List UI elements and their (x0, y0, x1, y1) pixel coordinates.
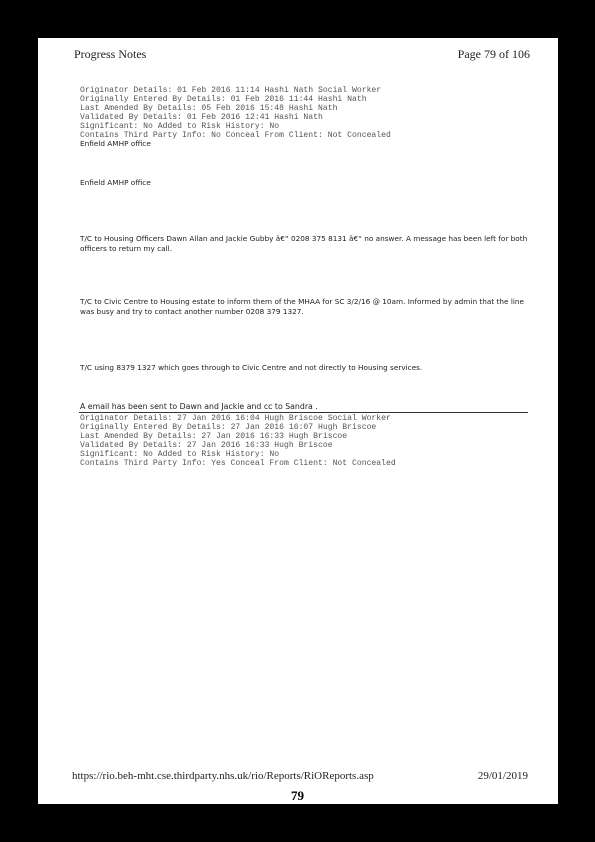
originally-entered-details-2: Originally Entered By Details: 27 Jan 2016 16:07 Hugh Briscoe (80, 423, 377, 432)
validated-details-2: Validated By Details: 27 Jan 2016 16:33 Hugh Briscoe (80, 441, 333, 450)
page-number: 79 (291, 788, 304, 803)
originator-details-2: Originator Details: 27 Jan 2016 16:04 Hugh Briscoe Social Worker (80, 414, 391, 423)
last-amended-details-2: Last Amended By Details: 27 Jan 2016 16:33 Hugh Briscoe (80, 432, 348, 441)
validated-details: Validated By Details: 01 Feb 2016 12:41 Hashi Nath (80, 113, 323, 122)
originator-details: Originator Details: 01 Feb 2016 11:14 Hashi Nath Social Worker (80, 86, 382, 95)
significant-flag: Significant: No Added to Risk History: No (80, 122, 280, 131)
note-divider (79, 412, 528, 413)
note-paragraph-2: T/C to Civic Centre to Housing estate to inform them of the MHAA for SC 3/2/16 @ 10am. Informed by admin that the line was busy and try to contact another number 0208 379 1327. (80, 297, 524, 316)
note-paragraph-3: T/C using 8379 1327 which goes through to Civic Centre and not directly to Housing services. (80, 363, 423, 372)
note-paragraph-4: A email has been sent to Dawn and Jackie and cc to Sandra . (80, 402, 318, 411)
footer-url: https://rio.beh-mht.cse.thirdparty.nhs.uk/rio/Reports/RiOReports.asp (72, 770, 374, 782)
last-amended-details: Last Amended By Details: 05 Feb 2016 15:48 Hashi Nath (80, 104, 338, 113)
originally-entered-details: Originally Entered By Details: 01 Feb 2016 11:44 Hashi Nath (80, 95, 367, 104)
note-paragraph-1: T/C to Housing Officers Dawn Allan and Jackie Gubby â€“ 0208 375 8131 â€“ no answer. A message has been left for both officers to return my call. (80, 234, 528, 253)
third-party-info-2: Contains Third Party Info: Yes Conceal From Client: Not Concealed (80, 459, 396, 468)
header-page-count: Page 79 of 106 (457, 47, 530, 61)
footer-date: 29/01/2019 (477, 770, 528, 782)
office-heading: Enfield AMHP office (80, 139, 151, 148)
third-party-info: Contains Third Party Info: No Conceal From Client: Not Concealed (80, 131, 391, 140)
significant-flag-2: Significant: No Added to Risk History: No (80, 450, 280, 459)
office-repeat: Enfield AMHP office (80, 178, 151, 187)
header-title: Progress Notes (74, 47, 147, 61)
document-page (38, 38, 558, 804)
